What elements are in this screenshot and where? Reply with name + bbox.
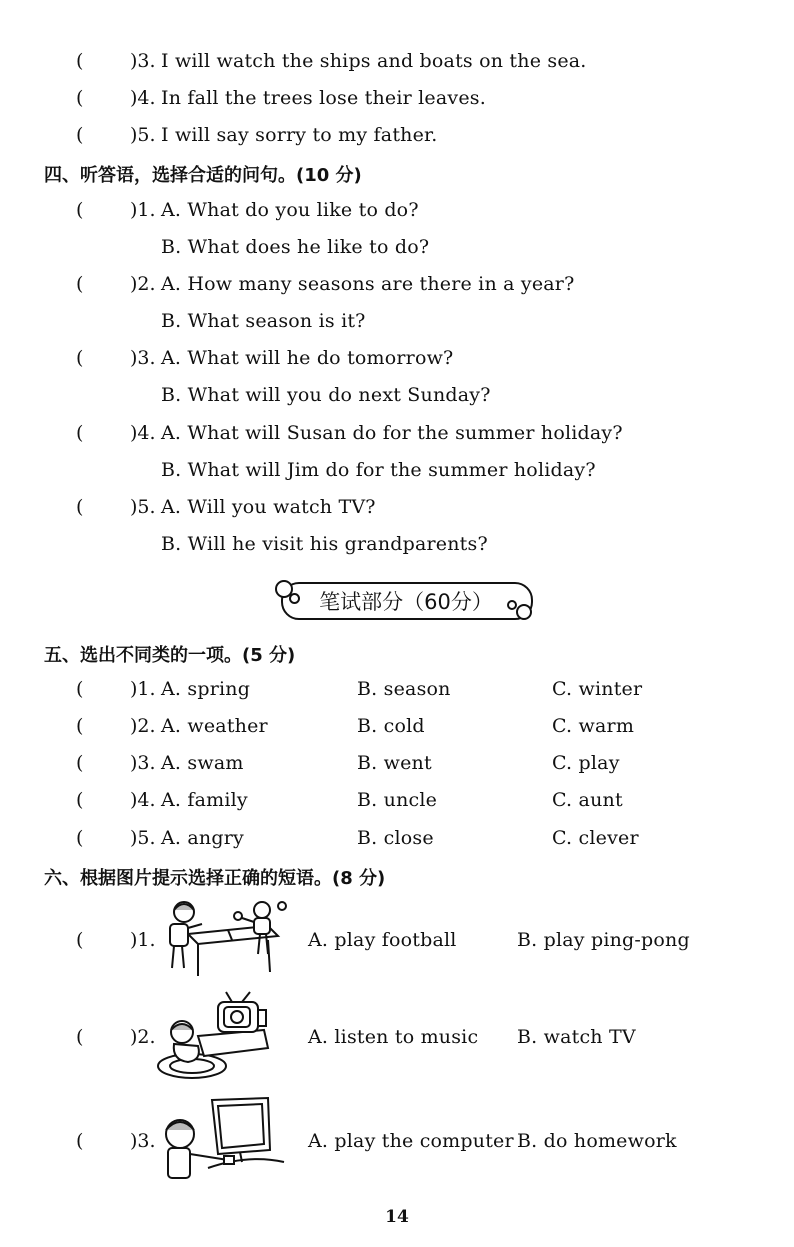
option-a: A. What do you like to do? — [161, 199, 419, 221]
option-b: B. What does he like to do? — [161, 236, 430, 258]
question-number: )1. — [130, 199, 156, 221]
option-a: A. play football — [308, 929, 457, 951]
question-number: )4. — [130, 422, 156, 444]
option-b: B. cold — [357, 715, 425, 737]
option-b: B. What season is it? — [161, 310, 366, 332]
option-a: A. swam — [161, 752, 244, 774]
ping-pong-illustration — [158, 896, 290, 982]
answer-paren[interactable]: ( — [76, 1026, 84, 1048]
option-b: B. season — [357, 678, 451, 700]
answer-paren[interactable]: ( — [76, 273, 84, 295]
answer-paren[interactable]: ( — [76, 87, 84, 109]
answer-paren[interactable]: ( — [76, 827, 84, 849]
question-number: )1. — [130, 929, 156, 951]
option-c: C. clever — [552, 827, 639, 849]
option-b: B. uncle — [357, 789, 438, 811]
answer-paren[interactable]: ( — [76, 124, 84, 146]
question-number: )5. — [130, 124, 156, 146]
banner-title: 笔试部分（60分） — [319, 590, 493, 614]
written-test-banner — [275, 580, 537, 620]
option-b: B. close — [357, 827, 434, 849]
option-c: C. winter — [552, 678, 643, 700]
option-b: B. play ping-pong — [517, 929, 690, 951]
option-a: A. weather — [161, 715, 268, 737]
option-b: B. What will Jim do for the summer holiday? — [161, 459, 596, 481]
answer-paren[interactable]: ( — [76, 678, 84, 700]
computer-illustration — [158, 1094, 288, 1184]
section-title: 五、选出不同类的一项。(5 分) — [44, 645, 296, 666]
option-a: A. spring — [161, 678, 251, 700]
section-title: 六、根据图片提示选择正确的短语。(8 分) — [44, 868, 386, 889]
option-a: A. listen to music — [308, 1026, 479, 1048]
question-number: )2. — [130, 1026, 156, 1048]
question-number: )3. — [130, 50, 156, 72]
option-a: A. family — [161, 789, 248, 811]
answer-paren[interactable]: ( — [76, 752, 84, 774]
question-number: )3. — [130, 1130, 156, 1152]
option-c: C. aunt — [552, 789, 623, 811]
question-number: )5. — [130, 496, 156, 518]
answer-paren[interactable]: ( — [76, 789, 84, 811]
question-text: In fall the trees lose their leaves. — [161, 87, 486, 109]
option-a: A. What will Susan do for the summer holiday? — [161, 422, 623, 444]
page-number: 14 — [385, 1207, 409, 1227]
question-number: )5. — [130, 827, 156, 849]
option-c: C. play — [552, 752, 620, 774]
option-b: B. watch TV — [517, 1026, 636, 1048]
question-number: )3. — [130, 347, 156, 369]
question-number: )2. — [130, 715, 156, 737]
option-b: B. Will he visit his grandparents? — [161, 533, 488, 555]
question-text: I will watch the ships and boats on the sea. — [161, 50, 587, 72]
answer-paren[interactable]: ( — [76, 496, 84, 518]
option-b: B. do homework — [517, 1130, 677, 1152]
question-text: I will say sorry to my father. — [161, 124, 438, 146]
answer-paren[interactable]: ( — [76, 1130, 84, 1152]
option-b: B. went — [357, 752, 432, 774]
question-number: )4. — [130, 789, 156, 811]
answer-paren[interactable]: ( — [76, 422, 84, 444]
option-a: A. How many seasons are there in a year? — [161, 273, 575, 295]
answer-paren[interactable]: ( — [76, 347, 84, 369]
answer-paren[interactable]: ( — [76, 715, 84, 737]
answer-paren[interactable]: ( — [76, 929, 84, 951]
question-number: )4. — [130, 87, 156, 109]
question-number: )1. — [130, 678, 156, 700]
section-title: 四、听答语，选择合适的问句。(10 分) — [44, 165, 362, 186]
option-c: C. warm — [552, 715, 635, 737]
question-number: )2. — [130, 273, 156, 295]
watching-tv-illustration — [156, 990, 276, 1084]
answer-paren[interactable]: ( — [76, 199, 84, 221]
option-b: B. What will you do next Sunday? — [161, 384, 491, 406]
answer-paren[interactable]: ( — [76, 50, 84, 72]
question-number: )3. — [130, 752, 156, 774]
option-a: A. Will you watch TV? — [161, 496, 376, 518]
option-a: A. play the computer — [308, 1130, 514, 1152]
option-a: A. angry — [161, 827, 244, 849]
option-a: A. What will he do tomorrow? — [161, 347, 454, 369]
